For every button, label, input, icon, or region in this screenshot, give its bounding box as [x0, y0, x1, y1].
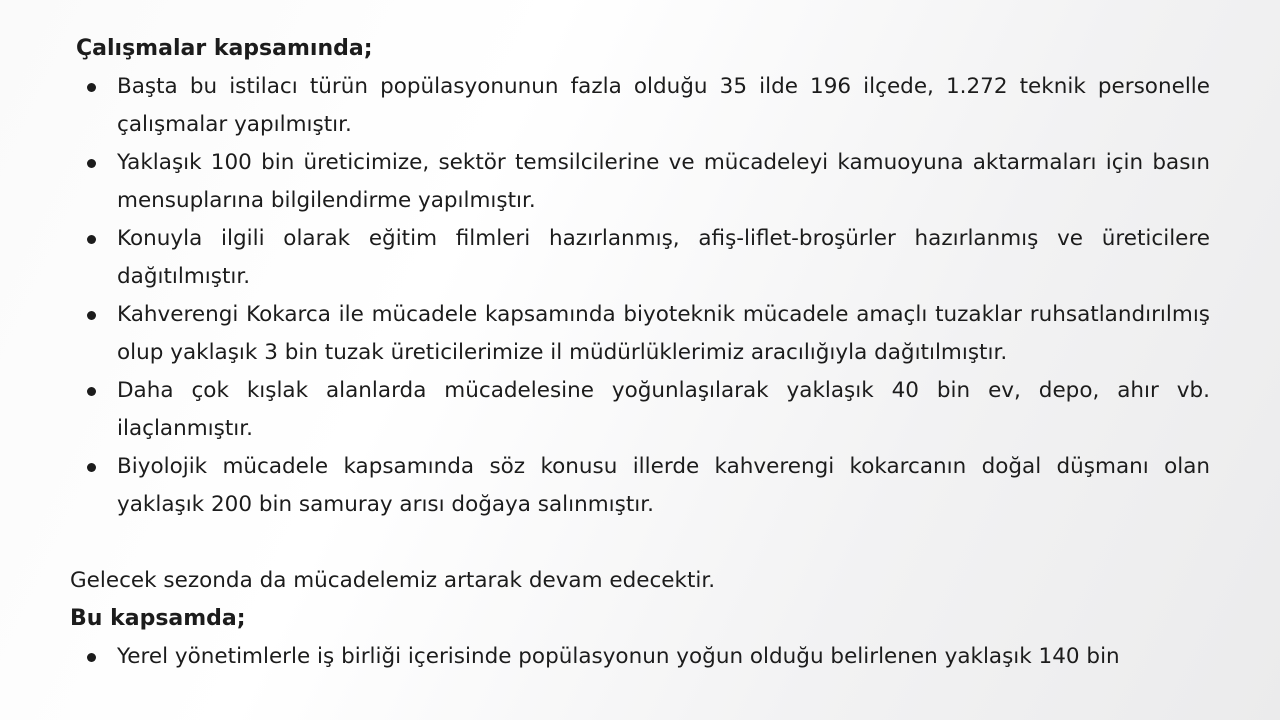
bullet-icon: [87, 159, 96, 168]
bullet-list-calismalar: [70, 68, 1210, 524]
list-item: [70, 296, 1210, 372]
list-item: [70, 68, 1210, 144]
list-item-text: Daha çok kışlak alanlarda mücadelesine yoğunlaşılarak yaklaşık 40 bin ev, depo, ahır vb. ilaçlanmıştır.: [117, 378, 1210, 441]
section-heading-bu-kapsamda: Bu kapsamda;: [70, 606, 246, 631]
bullet-icon: [87, 653, 96, 662]
document-page: [70, 30, 1210, 676]
list-item: [70, 372, 1210, 448]
list-item: [70, 638, 1210, 676]
list-item-text: Başta bu istilacı türün popülasyonunun fazla olduğu 35 ilde 196 ilçede, 1.272 teknik personelle çalışmalar yapılmıştır.: [117, 74, 1210, 137]
bullet-icon: [87, 311, 96, 320]
list-item-text: Yerel yönetimlerle iş birliği içerisinde popülasyonun yoğun olduğu belirlenen yaklaşık 140 bin: [117, 644, 1120, 669]
list-item: [70, 448, 1210, 524]
list-item-text: Biyolojik mücadele kapsamında söz konusu illerde kahverengi kokarcanın doğal düşmanı olan yaklaşık 200 bin samuray arısı doğaya salınmıştır.: [117, 454, 1210, 517]
list-item-text: Yaklaşık 100 bin üreticimize, sektör temsilcilerine ve mücadeleyi kamuoyuna aktarmaları için basın mensuplarına bilgilendirme yapılmıştır.: [117, 150, 1210, 213]
bullet-icon: [87, 463, 96, 472]
list-item-text: Kahverengi Kokarca ile mücadele kapsamında biyoteknik mücadele amaçlı tuzaklar ruhsatlandırılmış olup yaklaşık 3 bin tuzak üreticilerimize il müdürlüklerimiz aracılığıyla dağıtılmıştır.: [117, 302, 1210, 365]
list-item: [70, 144, 1210, 220]
list-item-text: Konuyla ilgili olarak eğitim filmleri hazırlanmış, afiş-liflet-broşürler hazırlanmış ve üreticilere dağıtılmıştır.: [117, 226, 1210, 289]
bullet-list-bu-kapsamda: [70, 638, 1210, 676]
paragraph-spacer: [70, 524, 1210, 562]
bullet-icon: [87, 83, 96, 92]
section-heading-calismalar: Çalışmalar kapsamında;: [76, 36, 373, 61]
body-paragraph: Gelecek sezonda da mücadelemiz artarak devam edecektir.: [70, 568, 716, 593]
bullet-icon: [87, 235, 96, 244]
bullet-icon: [87, 387, 96, 396]
list-item: [70, 220, 1210, 296]
